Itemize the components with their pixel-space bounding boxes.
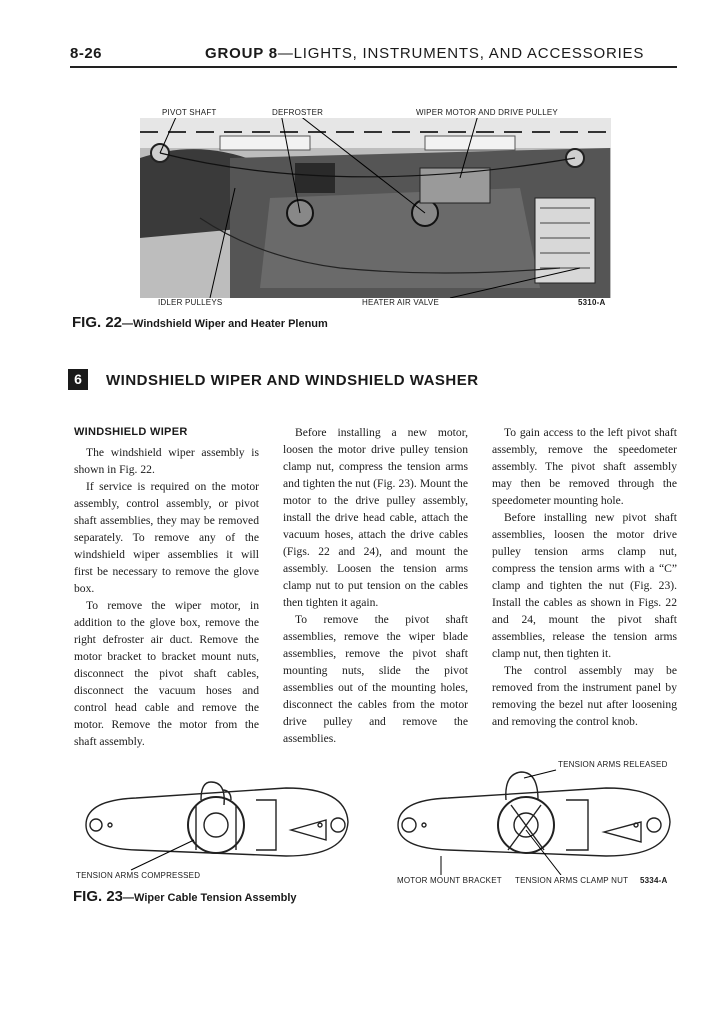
label-tension-released: TENSION ARMS RELEASED: [558, 760, 668, 769]
paragraph: Before installing a new motor, loosen the motor drive pulley tension clamp nut, compress the tension arms and tighten the nut (Fig. 23). Mount the motor to the drive pulley assembly, install the drive head cable, attach the vacuum hoses, attach the drive cables (Figs. 22 and 24), and mount the assembly. Loosen the tension arms clamp nut to put tension on the cables then tighten it again.: [283, 426, 468, 609]
label-idler-pulleys: IDLER PULLEYS: [158, 298, 223, 307]
label-line: PIVOT SHAFT: [162, 108, 217, 117]
group-label: GROUP 8: [205, 45, 278, 62]
figure22-caption: [72, 314, 328, 331]
section-title: WINDSHIELD WIPER AND WINDSHIELD WASHER: [106, 372, 479, 389]
label-heater-air-valve: HEATER AIR VALVE: [362, 298, 440, 307]
label-line: WIPER MOTOR AND DRIVE PULLEY: [416, 108, 558, 117]
paragraph: To gain access to the left pivot shaft assembly, remove the speedometer assembly. The pivot shaft assembly may then be removed through the speedometer mounting hole.: [492, 426, 677, 507]
released-assembly: [398, 772, 670, 856]
label-clamp-nut: TENSION ARMS CLAMP NUT: [515, 876, 629, 885]
header-rule: [70, 66, 677, 68]
text-column-1: [74, 424, 259, 750]
figure-caption-text: —Wiper Cable Tension Assembly: [123, 892, 297, 904]
paragraph: To remove the pivot shaft assemblies, remove the wiper blade assemblies, remove the pivot shaft mounting nuts, slide the pivot assemblies out of the mounting holes, disconnect the cables from the motor drive pulley and remove the assemblies.: [283, 613, 468, 745]
subheading: WINDSHIELD WIPER: [74, 426, 188, 438]
figure-code: 5334-A: [640, 876, 668, 885]
paragraph: Before installing new pivot shaft assemblies, loosen the motor drive pulley tension arms clamp nut, compress the tension arms with a “C” clamp and tighten the nut (Fig. 23). Install the cables as shown in Figs. 22 and 24, mount the pivot shaft assemblies, release the tension arms clamp nut, then tighten it.: [492, 511, 677, 660]
page-number: 8-26: [70, 45, 103, 62]
paragraph: The control assembly may be removed from the instrument panel by removing the bezel nut after loosening and removing the control knob.: [492, 664, 677, 728]
text-column-2: [283, 424, 468, 747]
figure23-caption: [73, 888, 297, 905]
figure-code: 5310-A: [578, 298, 606, 307]
figure-number: FIG. 22: [72, 314, 123, 331]
wiper-plenum-photo: [140, 118, 611, 298]
paragraph: The windshield wiper assembly is shown in Fig. 22.: [74, 446, 259, 476]
group-subtitle: —LIGHTS, INSTRUMENTS, AND ACCESSORIES: [277, 45, 645, 62]
figure-number: FIG. 23: [73, 888, 124, 905]
paragraph: If service is required on the motor assembly, control assembly, or pivot shaft assemblies, they may be removed separately. To remove any of the windshield wiper assemblies it will first be necessary to remove the glove box.: [74, 480, 259, 595]
paragraph: To remove the wiper motor, in addition to the glove box, remove the right defroster air duct. Remove the motor bracket to bracket mount nuts, disconnect the pivot shaft cables, disconnect the vacuum hoses and control head cable and remove the motor. Remove the motor from the shaft assembly.: [74, 599, 259, 748]
text-column-3: [492, 424, 677, 730]
label-motor-mount: MOTOR MOUNT BRACKET: [397, 876, 502, 885]
label-line: DEFROSTER: [272, 108, 324, 117]
figure-caption-text: —Windshield Wiper and Heater Plenum: [122, 318, 328, 330]
section-number-badge: 6: [68, 369, 88, 390]
page-header-title: [205, 45, 644, 62]
tension-assembly-drawing: [76, 760, 676, 875]
compressed-assembly: [86, 782, 348, 856]
label-tension-compressed: TENSION ARMS COMPRESSED: [76, 871, 201, 880]
